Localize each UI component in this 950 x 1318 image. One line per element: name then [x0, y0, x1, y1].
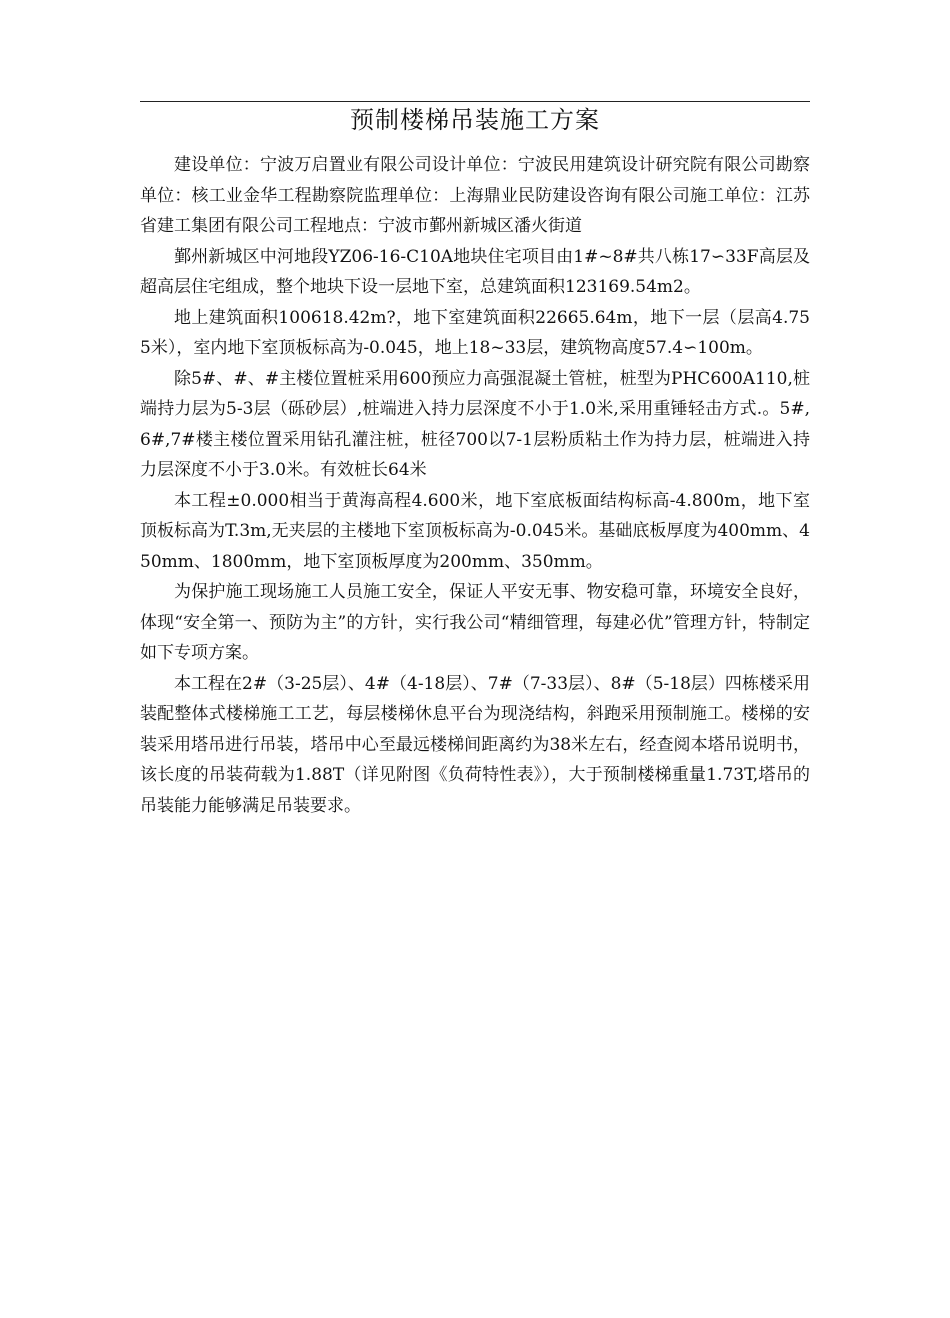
document-body [140, 150, 810, 821]
document-title: 预制楼梯吊装施工方案 [350, 106, 600, 134]
paragraph-building-area: 地上建筑面积100618.42m?，地下室建筑面积22665.64m，地下一层（层高4.755米），室内地下室顶板标高为-0.045，地上18~33层，建筑物高度57.4∽100m。 [140, 307, 810, 358]
header-rule [140, 101, 810, 102]
paragraph-project-parties: 建设单位：宁波万启置业有限公司设计单位：宁波民用建筑设计研究院有限公司勘察单位：核工业金华工程勘察院监理单位：上海鼎业民防建设咨询有限公司施工单位：江苏省建工集团有限公司工程地点：宁波市鄞州新城区潘火街道 [140, 155, 810, 236]
paragraph-elevations: 本工程±0.000相当于黄海高程4.600米，地下室底板面结构标高-4.800m，地下室顶板标高为T.3m,无夹层的主楼地下室顶板标高为-0.045米。基础底板厚度为400mm、450mm、1800mm，地下室顶板厚度为200mm、350mm。 [140, 490, 810, 572]
paragraph-project-overview: 鄞州新城区中河地段YZ06-16-C10A地块住宅项目由1#~8#共八栋17∽33F高层及超高层住宅组成，整个地块下设一层地下室，总建筑面积123169.54m2。 [140, 246, 810, 297]
paragraph-pile-foundation: 除5#、#、#主楼位置桩采用600预应力高强混凝土管桩，桩型为PHC600A110,桩端持力层为5-3层（砾砂层）,桩端进入持力层深度不小于1.0米,采用重锤轻击方式.。5#,6#,7#楼主楼位置采用钻孔灌注桩，桩径700以7-1层粉质粘土作为持力层，桩端进入持力层深度不小于3.0米。有效桩长64米 [140, 368, 810, 480]
paragraph-safety-policy: 为保护施工现场施工人员施工安全，保证人平安无事、物安稳可靠，环境安全良好，体现“安全第一、预防为主”的方针，实行我公司“精细管理，每建必优”管理方针，特制定如下专项方案。 [140, 582, 810, 663]
paragraph-stair-hoisting: 本工程在2#（3-25层）、4#（4-18层）、7#（7-33层）、8#（5-18层）四栋楼采用装配整体式楼梯施工工艺，每层楼梯休息平台为现浇结构，斜跑采用预制施工。楼梯的安装采用塔吊进行吊装，塔吊中心至最远楼梯间距离约为38米左右，经查阅本塔吊说明书，该长度的吊装荷载为1.88T（详见附图《负荷特性表》），大于预制楼梯重量1.73T,塔吊的吊装能力能够满足吊装要求。 [140, 673, 810, 816]
